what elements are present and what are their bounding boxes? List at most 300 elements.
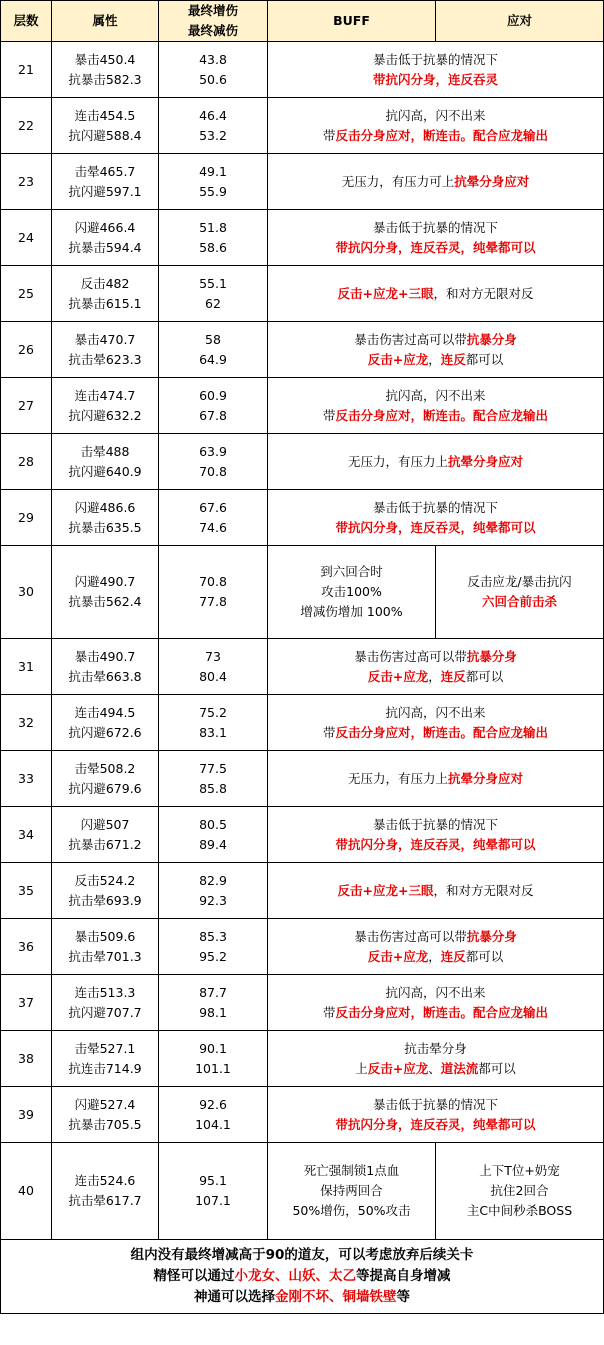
highlight-text: 抗晕分身应对 <box>454 173 530 189</box>
buff-cell <box>268 378 604 434</box>
highlight-text: 连反 <box>440 668 466 684</box>
level-cell: 33 <box>1 751 52 807</box>
header-dmg-line2: 最终减伤 <box>187 23 238 38</box>
attr-cell <box>52 42 159 98</box>
attr-value: 抗击晕663.8 <box>68 668 142 684</box>
attr-value: 抗暴击671.2 <box>68 836 142 852</box>
text-line <box>268 1003 603 1023</box>
plain-text: 无压力，有压力可上 <box>341 173 455 189</box>
dmg-value: 63.9 <box>199 443 227 459</box>
dmg-value: 43.8 <box>199 51 227 67</box>
dmg-cell <box>159 695 268 751</box>
table-row <box>1 322 604 378</box>
attr-value: 连击474.7 <box>74 387 136 403</box>
plain-text: ， <box>428 668 441 684</box>
attr-value: 抗暴击615.1 <box>68 295 142 311</box>
dmg-value: 104.1 <box>195 1116 231 1132</box>
buff-cell <box>268 434 604 490</box>
dmg-value: 95.2 <box>199 948 227 964</box>
text-line <box>268 723 603 743</box>
text-line <box>268 647 603 667</box>
attr-cell <box>52 751 159 807</box>
table-row <box>1 919 604 975</box>
table-row <box>1 1143 604 1240</box>
level-cell: 37 <box>1 975 52 1031</box>
buff-cell <box>268 807 604 863</box>
dmg-cell <box>159 863 268 919</box>
text-line <box>1 1287 603 1308</box>
counter-cell <box>436 1143 604 1240</box>
dmg-cell <box>159 322 268 378</box>
table-row <box>1 807 604 863</box>
attr-value: 暴击509.6 <box>74 928 136 944</box>
plain-text: ，和对方无限对反 <box>433 285 534 301</box>
table-row <box>1 378 604 434</box>
dmg-value: 67.6 <box>199 499 227 515</box>
footer-note <box>1 1240 604 1314</box>
plain-text: 神通可以选择 <box>194 1289 275 1305</box>
dmg-cell <box>159 42 268 98</box>
level-cell: 32 <box>1 695 52 751</box>
plain-text: 抗闪高，闪不出来 <box>385 984 486 1000</box>
dmg-value: 90.1 <box>199 1040 227 1056</box>
dmg-cell <box>159 751 268 807</box>
text-line <box>268 518 603 538</box>
dmg-cell <box>159 490 268 546</box>
level-cell: 34 <box>1 807 52 863</box>
dmg-value: 98.1 <box>199 1004 227 1020</box>
text-line <box>268 703 603 723</box>
level-cell: 22 <box>1 98 52 154</box>
attr-value: 反击524.2 <box>74 872 136 888</box>
text-line <box>268 602 435 622</box>
attr-value: 闪避466.4 <box>74 219 136 235</box>
plain-text: 暴击低于抗暴的情况下 <box>372 499 498 515</box>
text-line <box>268 238 603 258</box>
text-line <box>268 172 603 192</box>
text-line <box>268 582 435 602</box>
table-row <box>1 695 604 751</box>
highlight-text: 六回合前击杀 <box>481 594 557 609</box>
attr-value: 击晕465.7 <box>74 163 136 179</box>
level-cell: 35 <box>1 863 52 919</box>
dmg-cell <box>159 98 268 154</box>
text-line <box>268 70 603 90</box>
text-line <box>268 881 603 901</box>
plain-text: 抗击晕分身 <box>404 1040 467 1056</box>
dmg-cell <box>159 154 268 210</box>
dmg-cell <box>159 807 268 863</box>
highlight-text: 抗暴分身 <box>466 331 517 347</box>
plain-text: 带 <box>322 407 336 423</box>
text-line <box>436 572 603 592</box>
text-line <box>268 350 603 370</box>
dmg-cell <box>159 919 268 975</box>
attr-value: 连击524.6 <box>74 1173 136 1188</box>
plain-text: 组内没有最终增减高于90的道友，可以考虑放弃后续关卡 <box>130 1247 474 1263</box>
dmg-value: 75.2 <box>199 704 227 720</box>
dmg-value: 80.5 <box>199 816 227 832</box>
dmg-value: 73 <box>205 648 221 664</box>
dmg-value: 83.1 <box>199 724 227 740</box>
highlight-text: 带抗闪分身，连反吞灵，纯晕都可以 <box>335 836 536 852</box>
attr-value: 抗闪避588.4 <box>68 127 142 143</box>
dmg-value: 62 <box>205 295 221 311</box>
highlight-text: 带抗闪分身，连反吞灵，纯晕都可以 <box>335 519 536 535</box>
table-row <box>1 1031 604 1087</box>
highlight-text: 反击+应龙 <box>367 948 429 964</box>
dmg-cell <box>159 975 268 1031</box>
buff-cell <box>268 490 604 546</box>
dmg-value: 58.6 <box>199 239 227 255</box>
dmg-value: 95.1 <box>199 1173 227 1188</box>
attr-cell <box>52 695 159 751</box>
highlight-text: 反击+应龙 <box>367 1060 429 1076</box>
dmg-value: 53.2 <box>199 127 227 143</box>
attr-value: 暴击470.7 <box>74 331 136 347</box>
attr-cell <box>52 322 159 378</box>
attr-value: 闪避527.4 <box>74 1096 136 1112</box>
table-row <box>1 434 604 490</box>
attr-value: 击晕488 <box>80 443 130 459</box>
dmg-cell <box>159 639 268 695</box>
header-counter: 应对 <box>436 1 604 42</box>
attr-cell <box>52 1143 159 1240</box>
plain-text: 精怪可以通过 <box>153 1268 235 1284</box>
table-row <box>1 863 604 919</box>
text-line <box>436 1181 603 1201</box>
plain-text: 增减伤增加 100% <box>300 604 403 619</box>
attr-value: 闪避486.6 <box>74 499 136 515</box>
plain-text: 上下T位+奶宠 <box>479 1163 560 1178</box>
text-line <box>268 947 603 967</box>
buff-cell <box>268 975 604 1031</box>
highlight-text: 反击+应龙 <box>367 668 429 684</box>
attr-cell <box>52 863 159 919</box>
level-cell: 38 <box>1 1031 52 1087</box>
text-line <box>436 1161 603 1181</box>
attr-value: 连击513.3 <box>74 984 136 1000</box>
plain-text: 抗住2回合 <box>490 1183 549 1198</box>
plain-text: 无压力，有压力上 <box>347 770 448 786</box>
dmg-value: 70.8 <box>199 574 227 589</box>
dmg-value: 55.1 <box>199 275 227 291</box>
text-line <box>268 1095 603 1115</box>
text-line <box>436 592 603 612</box>
table-row <box>1 490 604 546</box>
level-cell: 27 <box>1 378 52 434</box>
table-row <box>1 266 604 322</box>
table-row <box>1 975 604 1031</box>
text-line <box>268 1059 603 1079</box>
plain-text: ， <box>428 948 441 964</box>
plain-text: 攻击100% <box>321 584 382 599</box>
level-cell: 30 <box>1 546 52 639</box>
attr-value: 抗暴击705.5 <box>68 1116 142 1132</box>
highlight-text: 连反 <box>440 948 466 964</box>
dmg-value: 87.7 <box>199 984 227 1000</box>
dmg-cell <box>159 1031 268 1087</box>
plain-text: 死亡强制锁1点血 <box>303 1163 400 1178</box>
table-row <box>1 210 604 266</box>
dmg-cell <box>159 210 268 266</box>
table-row <box>1 1087 604 1143</box>
dmg-value: 49.1 <box>199 163 227 179</box>
table-row <box>1 154 604 210</box>
attr-cell <box>52 639 159 695</box>
highlight-text: 道法流 <box>440 1060 479 1076</box>
highlight-text: 抗暴分身 <box>466 648 517 664</box>
level-cell: 23 <box>1 154 52 210</box>
highlight-text: 金刚不坏、铜墙铁壁 <box>275 1289 397 1305</box>
dmg-value: 46.4 <box>199 107 227 123</box>
table-row <box>1 98 604 154</box>
highlight-text: 带抗闪分身，连反吞灵 <box>372 71 498 87</box>
dmg-cell <box>159 546 268 639</box>
attr-cell <box>52 1031 159 1087</box>
dmg-value: 82.9 <box>199 872 227 888</box>
attr-value: 抗闪避672.6 <box>68 724 142 740</box>
plain-text: ，和对方无限对反 <box>433 882 534 898</box>
text-line <box>268 330 603 350</box>
text-line <box>268 406 603 426</box>
attr-cell <box>52 919 159 975</box>
dmg-value: 77.5 <box>199 760 227 776</box>
text-line <box>268 106 603 126</box>
highlight-text: 抗暴分身 <box>466 928 517 944</box>
dmg-value: 89.4 <box>199 836 227 852</box>
table-body <box>1 42 604 1240</box>
highlight-text: 抗晕分身应对 <box>448 770 524 786</box>
buff-cell <box>268 751 604 807</box>
dmg-cell <box>159 266 268 322</box>
highlight-text: 反击+应龙+三眼 <box>337 285 434 301</box>
plain-text: 反击应龙/暴击抗闪 <box>467 574 572 589</box>
attr-cell <box>52 546 159 639</box>
plain-text: 、 <box>428 1060 441 1076</box>
footer-row <box>1 1240 604 1314</box>
plain-text: 暴击低于抗暴的情况下 <box>372 816 498 832</box>
attr-cell <box>52 975 159 1031</box>
attr-value: 抗击晕693.9 <box>68 892 142 908</box>
highlight-text: 反击分身应对，断连击。配合应龙输出 <box>335 1004 549 1020</box>
dmg-cell <box>159 1143 268 1240</box>
attr-cell <box>52 266 159 322</box>
dmg-value: 51.8 <box>199 219 227 235</box>
buff-cell <box>268 639 604 695</box>
text-line <box>268 126 603 146</box>
plain-text: 无压力，有压力上 <box>347 453 448 469</box>
dmg-cell <box>159 378 268 434</box>
attr-value: 抗闪避640.9 <box>68 463 142 479</box>
text-line <box>1 1245 603 1266</box>
text-line <box>268 562 435 582</box>
attr-value: 暴击490.7 <box>74 648 136 664</box>
plain-text: 等提高自身增减 <box>356 1268 451 1284</box>
table-row <box>1 639 604 695</box>
text-line <box>268 50 603 70</box>
attr-cell <box>52 210 159 266</box>
header-buff: BUFF <box>268 1 436 42</box>
text-line <box>268 218 603 238</box>
attr-value: 连击494.5 <box>74 704 136 720</box>
plain-text: 都可以 <box>478 1060 516 1076</box>
attr-value: 暴击450.4 <box>74 51 136 67</box>
attr-cell <box>52 434 159 490</box>
level-cell: 25 <box>1 266 52 322</box>
attr-value: 抗击晕701.3 <box>68 948 142 964</box>
attr-value: 抗闪避707.7 <box>68 1004 142 1020</box>
dmg-value: 58 <box>205 331 221 347</box>
plain-text: 抗闪高，闪不出来 <box>385 107 486 123</box>
text-line <box>268 927 603 947</box>
dmg-value: 74.6 <box>199 519 227 535</box>
dmg-value: 64.9 <box>199 351 227 367</box>
buff-cell <box>268 863 604 919</box>
highlight-text: 反击+应龙+三眼 <box>337 882 434 898</box>
buff-cell <box>268 266 604 322</box>
level-cell: 39 <box>1 1087 52 1143</box>
header-dmg-line1: 最终增伤 <box>187 3 238 18</box>
attr-value: 抗暴击582.3 <box>68 71 142 87</box>
buff-cell <box>268 919 604 975</box>
dmg-value: 92.3 <box>199 892 227 908</box>
buff-cell <box>268 695 604 751</box>
dmg-value: 55.9 <box>199 183 227 199</box>
attr-value: 击晕527.1 <box>74 1040 136 1056</box>
dmg-cell <box>159 434 268 490</box>
highlight-text: 抗晕分身应对 <box>448 453 524 469</box>
text-line <box>268 498 603 518</box>
text-line <box>268 835 603 855</box>
buff-cell <box>268 1143 436 1240</box>
plain-text: 暴击低于抗暴的情况下 <box>372 51 498 67</box>
highlight-text: 小龙女、山妖、太乙 <box>234 1268 356 1284</box>
table-row <box>1 42 604 98</box>
attr-cell <box>52 378 159 434</box>
header-dmg <box>159 1 268 42</box>
dmg-value: 101.1 <box>195 1060 231 1076</box>
dmg-value: 70.8 <box>199 463 227 479</box>
attr-cell <box>52 154 159 210</box>
plain-text: 都可以 <box>465 948 504 964</box>
level-cell: 28 <box>1 434 52 490</box>
text-line <box>268 284 603 304</box>
attr-value: 连击454.5 <box>74 107 136 123</box>
table-row <box>1 751 604 807</box>
highlight-text: 反击分身应对，断连击。配合应龙输出 <box>335 407 549 423</box>
attr-value: 抗击晕623.3 <box>68 351 142 367</box>
attr-value: 抗连击714.9 <box>68 1060 142 1076</box>
attr-cell <box>52 1087 159 1143</box>
plain-text: 上 <box>355 1060 368 1076</box>
dmg-value: 85.8 <box>199 780 227 796</box>
plain-text: 带 <box>322 724 336 740</box>
dmg-value: 77.8 <box>199 594 227 609</box>
highlight-text: 反击分身应对，断连击。配合应龙输出 <box>335 724 549 740</box>
highlight-text: 连反 <box>440 351 466 367</box>
text-line <box>436 1201 603 1221</box>
dmg-value: 50.6 <box>199 71 227 87</box>
text-line <box>268 667 603 687</box>
level-cell: 21 <box>1 42 52 98</box>
attr-value: 抗闪避679.6 <box>68 780 142 796</box>
text-line <box>268 983 603 1003</box>
plain-text: 到六回合时 <box>320 564 383 579</box>
attr-value: 闪避507 <box>80 816 130 832</box>
plain-text: 主C中间秒杀BOSS <box>466 1203 573 1218</box>
buff-cell <box>268 42 604 98</box>
dmg-value: 60.9 <box>199 387 227 403</box>
plain-text: 抗闪高，闪不出来 <box>385 387 486 403</box>
level-cell: 24 <box>1 210 52 266</box>
text-line <box>1 1266 603 1287</box>
plain-text: 等 <box>396 1289 410 1305</box>
attr-cell <box>52 807 159 863</box>
attr-value: 抗闪避597.1 <box>68 183 142 199</box>
attr-value: 闪避490.7 <box>74 574 136 589</box>
buff-cell <box>268 1087 604 1143</box>
attr-value: 抗闪避632.2 <box>68 407 142 423</box>
level-cell: 26 <box>1 322 52 378</box>
plain-text: 抗闪高，闪不出来 <box>385 704 486 720</box>
attr-value: 抗暴击635.5 <box>68 519 142 535</box>
plain-text: 都可以 <box>465 351 504 367</box>
highlight-text: 带抗闪分身，连反吞灵，纯晕都可以 <box>335 239 536 255</box>
plain-text: ， <box>428 351 441 367</box>
buff-cell <box>268 546 436 639</box>
dmg-value: 107.1 <box>195 1193 231 1208</box>
dmg-cell <box>159 1087 268 1143</box>
attr-cell <box>52 490 159 546</box>
buff-cell <box>268 322 604 378</box>
attr-cell <box>52 98 159 154</box>
table-row <box>1 546 604 639</box>
header-attr: 属性 <box>52 1 159 42</box>
level-cell: 40 <box>1 1143 52 1240</box>
buff-cell <box>268 210 604 266</box>
plain-text: 都可以 <box>465 668 504 684</box>
text-line <box>268 386 603 406</box>
highlight-text: 反击分身应对，断连击。配合应龙输出 <box>335 127 549 143</box>
dmg-value: 67.8 <box>199 407 227 423</box>
level-cell: 29 <box>1 490 52 546</box>
text-line <box>268 815 603 835</box>
plain-text: 保持两回合 <box>320 1183 383 1198</box>
plain-text: 暴击伤害过高可以带 <box>354 648 467 664</box>
attr-value: 反击482 <box>80 275 130 291</box>
text-line <box>268 1039 603 1059</box>
dmg-value: 92.6 <box>199 1096 227 1112</box>
header-level: 层数 <box>1 1 52 42</box>
buff-cell <box>268 98 604 154</box>
dmg-value: 80.4 <box>199 668 227 684</box>
level-cell: 31 <box>1 639 52 695</box>
text-line <box>268 1161 435 1181</box>
highlight-text: 反击+应龙 <box>367 351 429 367</box>
buff-cell <box>268 1031 604 1087</box>
plain-text: 暴击低于抗暴的情况下 <box>372 219 498 235</box>
header-row <box>1 1 604 42</box>
plain-text: 暴击伤害过高可以带 <box>354 331 467 347</box>
counter-cell <box>436 546 604 639</box>
attr-value: 击晕508.2 <box>74 760 136 776</box>
dmg-value: 85.3 <box>199 928 227 944</box>
plain-text: 带 <box>322 127 336 143</box>
plain-text: 带 <box>322 1004 336 1020</box>
buff-cell <box>268 154 604 210</box>
text-line <box>268 769 603 789</box>
